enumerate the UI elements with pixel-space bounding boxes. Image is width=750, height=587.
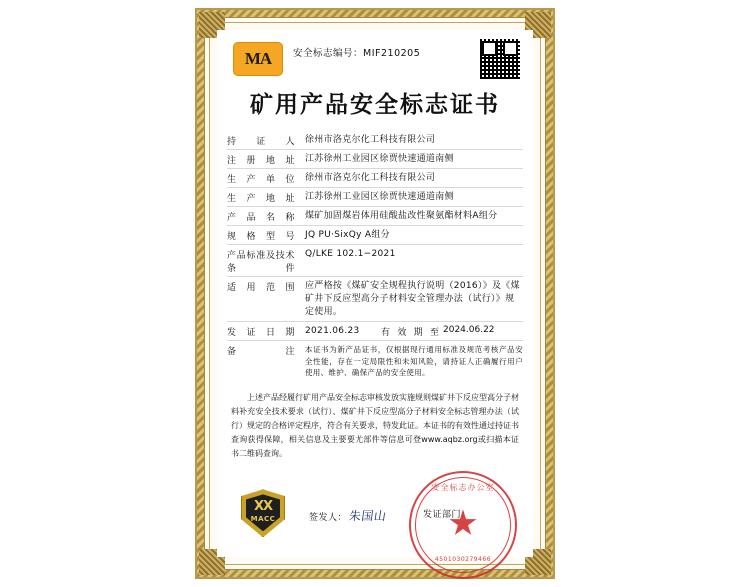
- field-row-remark: [227, 341, 523, 381]
- field-row: [227, 188, 523, 207]
- field-value: 煤矿加固煤岩体用硅酸盐改性聚氨酯材料A组分: [305, 210, 498, 221]
- seal-top-text: 安全标志办公室: [431, 483, 495, 493]
- field-row-dates: [227, 322, 523, 341]
- field-value: JQ PU·SixQy A组分: [305, 229, 390, 240]
- macc-emblem-text: MACC: [250, 515, 276, 524]
- valid-until-label: 有效期至: [381, 327, 439, 338]
- issue-date-label: 发证日期: [227, 327, 295, 338]
- field-label: 规格型号: [227, 231, 295, 242]
- macc-emblem-mark: XX: [253, 499, 273, 515]
- certificate-fields: [227, 131, 523, 381]
- page-title: 矿用产品安全标志证书: [250, 92, 500, 118]
- field-row: [227, 226, 523, 245]
- certificate: [195, 8, 555, 579]
- field-row: [227, 131, 523, 150]
- field-row: [227, 245, 523, 277]
- field-value: 徐州市洛克尔化工科技有限公司: [305, 134, 436, 145]
- macc-emblem-icon: [241, 489, 285, 537]
- issue-date-value: 2021.06.23: [305, 325, 360, 336]
- safety-mark-number: [293, 45, 420, 59]
- field-value: 江苏徐州工业园区徐贾快速通道南侧: [305, 153, 454, 164]
- certificate-header: [225, 36, 525, 84]
- valid-until-value: 2024.06.22: [443, 324, 495, 335]
- certificate-content: [217, 30, 533, 564]
- field-value: 徐州市洛克尔化工科技有限公司: [305, 172, 436, 183]
- field-value: 应严格按《煤矿安全规程执行说明（2016）》及《煤矿井下反应型高分子材料安全管理办法（试行）》规定使用。: [305, 280, 520, 317]
- department-label: 发证部门：: [423, 510, 471, 521]
- field-label: 产品名称: [227, 212, 295, 223]
- safety-mark-label: 安全标志编号：: [293, 48, 364, 59]
- field-label: 持证人: [227, 136, 295, 147]
- field-label: 产品标准及技术条件: [227, 250, 295, 274]
- remark-label: 备 注: [227, 346, 295, 357]
- ma-logo: MA: [233, 42, 283, 76]
- field-value: 江苏徐州工业园区徐贾快速通道南侧: [305, 191, 454, 202]
- certificate-paragraph: 上述产品经履行矿用产品安全标志审核发放实施规则煤矿井下反应型高分子材料补充安全技术要求（试行）、煤矿井下反应型高分子材料安全标志管理办法（试行）规定的合格评定程序，符合有关要求，特发此证。本证书的有效性通过持证书查询获得保障，相关信息及主要要尤部件等信息可登www.aqbz.org或扫描本证书二维码查询。: [231, 393, 519, 459]
- seal-code: 4501030279466: [434, 556, 492, 564]
- official-seal: [409, 471, 517, 579]
- certificate-footer: [227, 467, 523, 579]
- field-row: [227, 207, 523, 226]
- qr-code-icon: [479, 38, 521, 80]
- signer-line: [309, 507, 387, 524]
- signature: 朱国山: [347, 509, 388, 524]
- remark-value: 本证书为新产品证书，仅根据现行通用标准及规范考核产品安全性能，存在一定局限性和未知风险，请持证人正确履行用户使用、维护、确保产品的安全使用。: [305, 344, 523, 378]
- field-label: 适用范围: [227, 282, 295, 293]
- field-row: [227, 169, 523, 188]
- field-value: Q/LKE 102.1−2021: [305, 248, 396, 259]
- safety-mark-value: MIF210205: [363, 48, 421, 59]
- field-row: [227, 150, 523, 169]
- field-row: [227, 277, 523, 322]
- field-label: 生产地址: [227, 193, 295, 204]
- field-label: 注册地址: [227, 155, 295, 166]
- signer-label: 签发人：: [309, 513, 348, 524]
- field-label: 生产单位: [227, 174, 295, 185]
